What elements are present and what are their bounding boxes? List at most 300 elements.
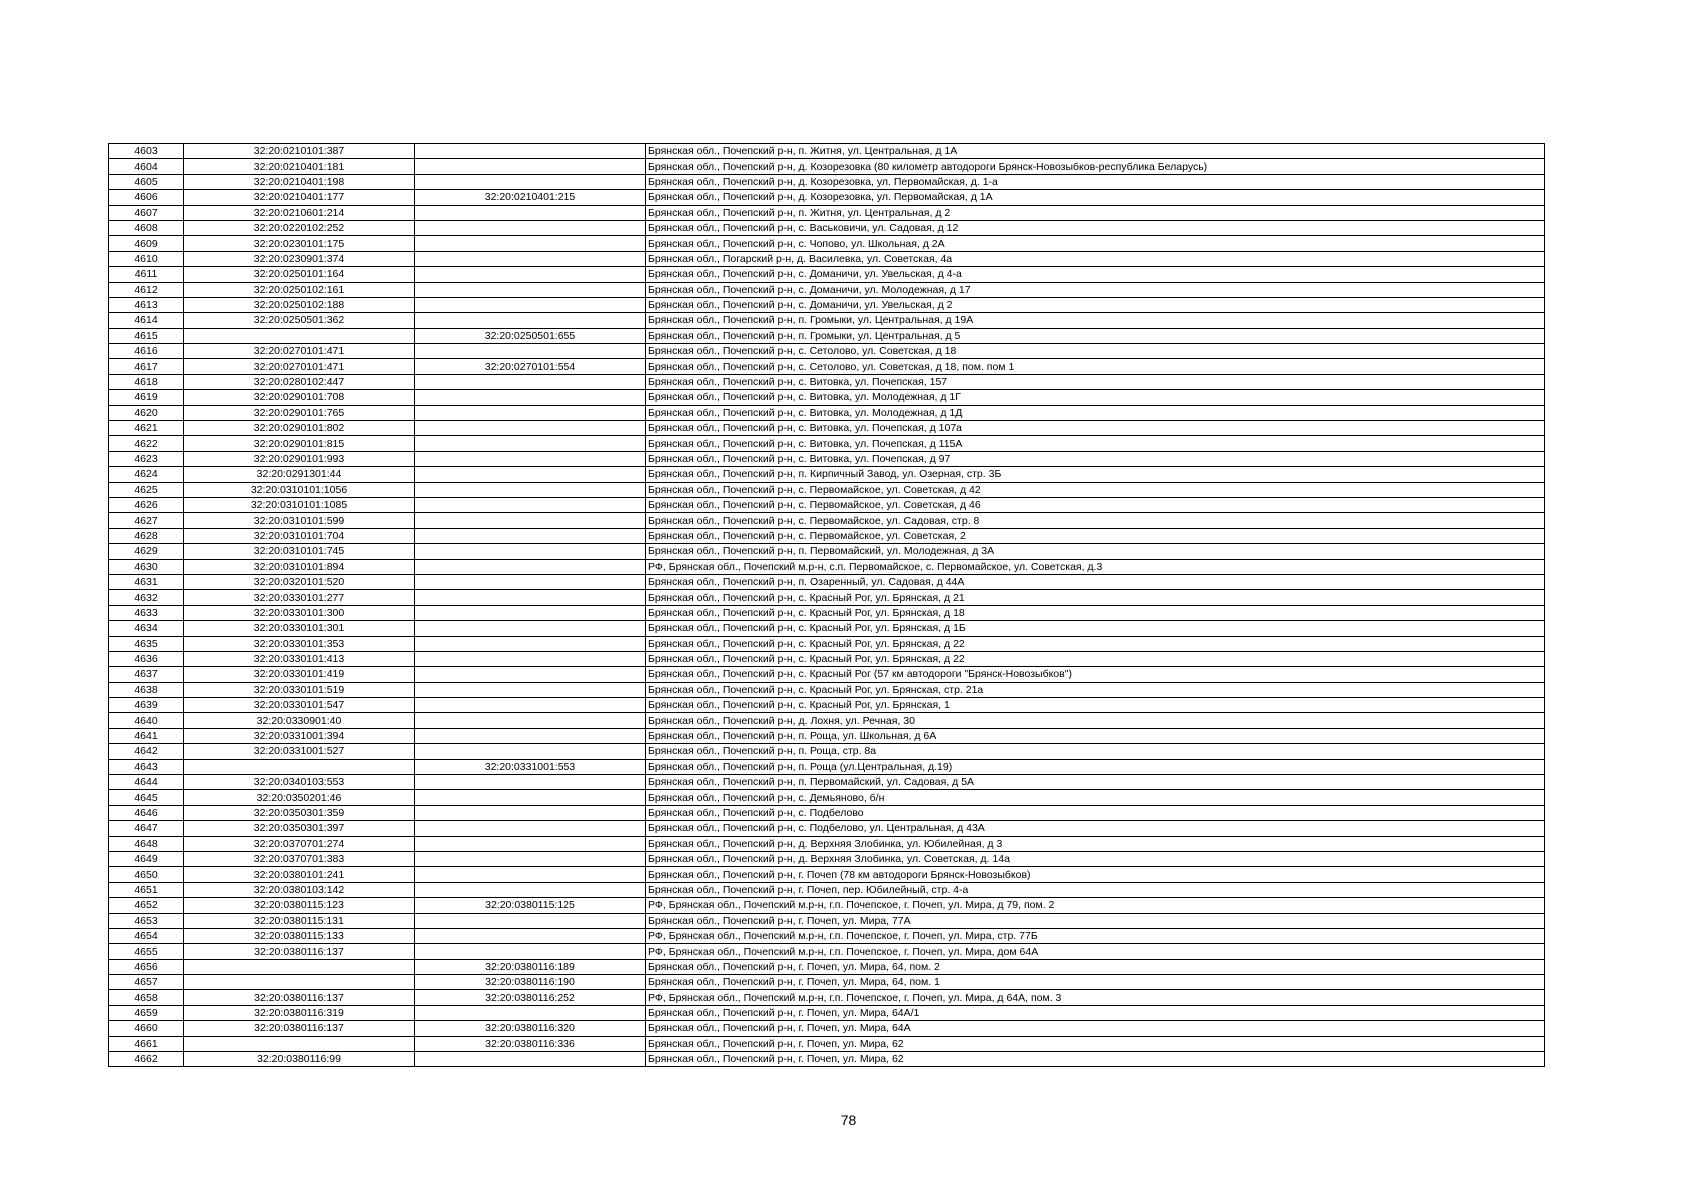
address-cell: Брянская обл., Почепский р-н, с. Доманичи, ул. Молодежная, д 17 [646,282,1545,297]
linked-cadastral-number-cell [415,559,646,574]
cadastral-number-cell: 32:20:0220102:252 [184,220,415,235]
address-cell: Брянская обл., Почепский р-н, д. Верхняя Злобинка, ул. Советская, д. 14а [646,851,1545,866]
linked-cadastral-number-cell [415,1052,646,1067]
table-row [109,836,1545,851]
linked-cadastral-number-cell [415,667,646,682]
row-number-cell: 4654 [109,928,184,943]
address-cell: Брянская обл., Почепский р-н, с. Витовка, ул. Почепская, 157 [646,374,1545,389]
cadastral-number-cell: 32:20:0250101:164 [184,267,415,282]
cadastral-number-cell: 32:20:0330101:353 [184,636,415,651]
address-cell: Брянская обл., Почепский р-н, с. Васьковичи, ул. Садовая, д 12 [646,220,1545,235]
cadastral-number-cell: 32:20:0230101:175 [184,236,415,251]
cadastral-number-cell: 32:20:0330901:40 [184,713,415,728]
address-cell: Брянская обл., Почепский р-н, с. Доманичи, ул. Увельская, д 4-а [646,267,1545,282]
cadastral-number-cell: 32:20:0291301:44 [184,467,415,482]
cadastral-number-cell: 32:20:0330101:547 [184,698,415,713]
table-row [109,1052,1545,1067]
table-row [109,467,1545,482]
linked-cadastral-number-cell: 32:20:0250501:655 [415,328,646,343]
linked-cadastral-number-cell [415,775,646,790]
table-row [109,574,1545,589]
address-cell: Брянская обл., Почепский р-н, п. Первомайский, ул. Садовая, д 5А [646,775,1545,790]
address-cell: РФ, Брянская обл., Почепский м.р-н, г.п. Почепское, г. Почеп, ул. Мира, дом 64А [646,944,1545,959]
cadastral-number-cell [184,975,415,990]
address-cell: Брянская обл., Почепский р-н, с. Красный Рог, ул. Брянская, д 18 [646,605,1545,620]
address-cell: Брянская обл., Почепский р-н, г. Почеп (78 км автодороги Брянск-Новозыбков) [646,867,1545,882]
row-number-cell: 4634 [109,621,184,636]
linked-cadastral-number-cell [415,698,646,713]
cadastral-number-cell: 32:20:0230901:374 [184,251,415,266]
cadastral-number-cell: 32:20:0370701:274 [184,836,415,851]
cadastral-number-cell: 32:20:0290101:802 [184,421,415,436]
row-number-cell: 4639 [109,698,184,713]
address-cell: Брянская обл., Почепский р-н, п. Житня, ул. Центральная, д 1А [646,144,1545,159]
cadastral-number-cell: 32:20:0210401:198 [184,174,415,189]
cadastral-number-cell: 32:20:0380116:319 [184,1005,415,1020]
cadastral-number-cell: 32:20:0310101:704 [184,528,415,543]
table-row [109,990,1545,1005]
linked-cadastral-number-cell [415,236,646,251]
address-cell: Брянская обл., Почепский р-н, с. Подбелово [646,805,1545,820]
table-row [109,790,1545,805]
row-number-cell: 4612 [109,282,184,297]
linked-cadastral-number-cell [415,297,646,312]
linked-cadastral-number-cell: 32:20:0380115:125 [415,898,646,913]
table-row [109,590,1545,605]
cadastral-number-cell: 32:20:0290101:815 [184,436,415,451]
row-number-cell: 4629 [109,544,184,559]
table-row [109,205,1545,220]
row-number-cell: 4611 [109,267,184,282]
linked-cadastral-number-cell [415,205,646,220]
row-number-cell: 4621 [109,421,184,436]
cadastral-number-cell: 32:20:0380101:241 [184,867,415,882]
address-cell: Брянская обл., Почепский р-н, с. Чопово, ул. Школьная, д 2А [646,236,1545,251]
linked-cadastral-number-cell [415,344,646,359]
row-number-cell: 4603 [109,144,184,159]
address-cell: Брянская обл., Почепский р-н, г. Почеп, ул. Мира, 62 [646,1036,1545,1051]
row-number-cell: 4651 [109,882,184,897]
linked-cadastral-number-cell [415,590,646,605]
table-row [109,390,1545,405]
address-cell: Брянская обл., Почепский р-н, п. Кирпичный Завод, ул. Озерная, стр. 3Б [646,467,1545,482]
linked-cadastral-number-cell [415,467,646,482]
table-row [109,821,1545,836]
cadastral-number-cell: 32:20:0350201:46 [184,790,415,805]
linked-cadastral-number-cell [415,636,646,651]
linked-cadastral-number-cell: 32:20:0210401:215 [415,190,646,205]
table-row [109,1005,1545,1020]
cadastral-number-cell [184,1036,415,1051]
linked-cadastral-number-cell [415,267,646,282]
address-cell: Брянская обл., Почепский р-н, с. Красный Рог, ул. Брянская, д 22 [646,636,1545,651]
linked-cadastral-number-cell [415,482,646,497]
address-cell: Брянская обл., Почепский р-н, с. Красный Рог, ул. Брянская, 1 [646,698,1545,713]
linked-cadastral-number-cell [415,282,646,297]
table-row [109,728,1545,743]
table-row [109,621,1545,636]
row-number-cell: 4632 [109,590,184,605]
address-cell: Брянская обл., Почепский р-н, с. Витовка, ул. Молодежная, д 1Г [646,390,1545,405]
row-number-cell: 4636 [109,651,184,666]
linked-cadastral-number-cell [415,251,646,266]
address-cell: РФ, Брянская обл., Почепский м.р-н, г.п. Почепское, г. Почеп, ул. Мира, д 79, пом. 2 [646,898,1545,913]
property-table [108,143,1545,1067]
address-cell: РФ, Брянская обл., Почепский м.р-н, г.п. Почепское, г. Почеп, ул. Мира, стр. 77Б [646,928,1545,943]
cadastral-number-cell: 32:20:0270101:471 [184,344,415,359]
row-number-cell: 4660 [109,1021,184,1036]
table-row [109,359,1545,374]
table-row [109,267,1545,282]
linked-cadastral-number-cell [415,159,646,174]
cadastral-number-cell: 32:20:0330101:413 [184,651,415,666]
row-number-cell: 4656 [109,959,184,974]
cadastral-number-cell: 32:20:0350301:359 [184,805,415,820]
cadastral-number-cell: 32:20:0330101:300 [184,605,415,620]
table-row [109,544,1545,559]
linked-cadastral-number-cell [415,174,646,189]
linked-cadastral-number-cell: 32:20:0380116:190 [415,975,646,990]
linked-cadastral-number-cell [415,421,646,436]
table-row [109,374,1545,389]
linked-cadastral-number-cell [415,528,646,543]
row-number-cell: 4647 [109,821,184,836]
cadastral-number-cell: 32:20:0380115:133 [184,928,415,943]
linked-cadastral-number-cell [415,805,646,820]
address-cell: Брянская обл., Почепский р-н, п. Роща, стр. 8а [646,744,1545,759]
table-row [109,436,1545,451]
address-cell: Брянская обл., Почепский р-н, с. Витовка, ул. Почепская, д 107а [646,421,1545,436]
cadastral-number-cell: 32:20:0250102:161 [184,282,415,297]
table-row [109,775,1545,790]
linked-cadastral-number-cell [415,836,646,851]
cadastral-number-cell: 32:20:0331001:394 [184,728,415,743]
row-number-cell: 4633 [109,605,184,620]
linked-cadastral-number-cell: 32:20:0380116:336 [415,1036,646,1051]
linked-cadastral-number-cell [415,867,646,882]
linked-cadastral-number-cell [415,944,646,959]
row-number-cell: 4618 [109,374,184,389]
linked-cadastral-number-cell [415,497,646,512]
cadastral-number-cell: 32:20:0310101:1085 [184,497,415,512]
table-row [109,405,1545,420]
table-row [109,451,1545,466]
row-number-cell: 4623 [109,451,184,466]
row-number-cell: 4609 [109,236,184,251]
row-number-cell: 4662 [109,1052,184,1067]
row-number-cell: 4615 [109,328,184,343]
address-cell: Брянская обл., Почепский р-н, д. Козорезовка, ул. Первомайская, д 1А [646,190,1545,205]
address-cell: Брянская обл., Почепский р-н, г. Почеп, ул. Мира, 64, пом. 2 [646,959,1545,974]
table-row [109,328,1545,343]
linked-cadastral-number-cell [415,436,646,451]
cadastral-number-cell: 32:20:0280102:447 [184,374,415,389]
linked-cadastral-number-cell [415,928,646,943]
linked-cadastral-number-cell [415,882,646,897]
row-number-cell: 4608 [109,220,184,235]
table-row [109,1021,1545,1036]
linked-cadastral-number-cell [415,144,646,159]
linked-cadastral-number-cell: 32:20:0380116:189 [415,959,646,974]
address-cell: Брянская обл., Почепский р-н, п. Роща, ул. Школьная, д 6А [646,728,1545,743]
cadastral-number-cell: 32:20:0290101:993 [184,451,415,466]
cadastral-number-cell: 32:20:0380115:131 [184,913,415,928]
row-number-cell: 4606 [109,190,184,205]
address-cell: Брянская обл., Почепский р-н, г. Почеп, ул. Мира, 64А [646,1021,1545,1036]
address-cell: Брянская обл., Почепский р-н, с. Доманичи, ул. Увельская, д 2 [646,297,1545,312]
cadastral-number-cell: 32:20:0331001:527 [184,744,415,759]
row-number-cell: 4659 [109,1005,184,1020]
address-cell: Брянская обл., Почепский р-н, с. Красный Рог, ул. Брянская, д 1Б [646,621,1545,636]
address-cell: Брянская обл., Почепский р-н, п. Громыки, ул. Центральная, д 5 [646,328,1545,343]
cadastral-number-cell: 32:20:0340103:553 [184,775,415,790]
cadastral-number-cell: 32:20:0380116:137 [184,990,415,1005]
table-row [109,636,1545,651]
address-cell: Брянская обл., Почепский р-н, д. Козорезовка (80 километр автодороги Брянск-Новозыбков-республика Беларусь) [646,159,1545,174]
linked-cadastral-number-cell [415,913,646,928]
table-row [109,159,1545,174]
row-number-cell: 4625 [109,482,184,497]
cadastral-number-cell: 32:20:0290101:708 [184,390,415,405]
row-number-cell: 4653 [109,913,184,928]
address-cell: Брянская обл., Почепский р-н, п. Роща (ул.Центральная, д.19) [646,759,1545,774]
row-number-cell: 4648 [109,836,184,851]
cadastral-number-cell: 32:20:0330101:519 [184,682,415,697]
linked-cadastral-number-cell [415,790,646,805]
linked-cadastral-number-cell [415,220,646,235]
cadastral-number-cell: 32:20:0270101:471 [184,359,415,374]
linked-cadastral-number-cell: 32:20:0380116:252 [415,990,646,1005]
table-row [109,651,1545,666]
row-number-cell: 4650 [109,867,184,882]
cadastral-number-cell: 32:20:0380116:137 [184,944,415,959]
cadastral-number-cell: 32:20:0330101:277 [184,590,415,605]
address-cell: Брянская обл., Почепский р-н, п. Житня, ул. Центральная, д 2 [646,205,1545,220]
cadastral-number-cell: 32:20:0380103:142 [184,882,415,897]
row-number-cell: 4614 [109,313,184,328]
address-cell: Брянская обл., Почепский р-н, с. Демьяново, б/н [646,790,1545,805]
table-row [109,190,1545,205]
address-cell: Брянская обл., Почепский р-н, с. Первомайское, ул. Советская, д 46 [646,497,1545,512]
row-number-cell: 4641 [109,728,184,743]
cadastral-number-cell: 32:20:0210601:214 [184,205,415,220]
linked-cadastral-number-cell [415,451,646,466]
table-row [109,297,1545,312]
cadastral-number-cell: 32:20:0210101:387 [184,144,415,159]
table-row [109,805,1545,820]
cadastral-number-cell: 32:20:0380115:123 [184,898,415,913]
cadastral-number-cell: 32:20:0210401:177 [184,190,415,205]
cadastral-number-cell: 32:20:0250102:188 [184,297,415,312]
address-cell: Брянская обл., Почепский р-н, с. Витовка, ул. Почепская, д 115А [646,436,1545,451]
table-row [109,744,1545,759]
row-number-cell: 4649 [109,851,184,866]
row-number-cell: 4607 [109,205,184,220]
table-row [109,759,1545,774]
row-number-cell: 4655 [109,944,184,959]
address-cell: Брянская обл., Почепский р-н, с. Первомайское, ул. Советская, д 42 [646,482,1545,497]
linked-cadastral-number-cell [415,821,646,836]
table-row [109,313,1545,328]
table-row [109,236,1545,251]
cadastral-number-cell: 32:20:0350301:397 [184,821,415,836]
row-number-cell: 4645 [109,790,184,805]
row-number-cell: 4631 [109,574,184,589]
cadastral-number-cell [184,328,415,343]
table-row [109,867,1545,882]
linked-cadastral-number-cell [415,513,646,528]
row-number-cell: 4635 [109,636,184,651]
linked-cadastral-number-cell [415,605,646,620]
cadastral-number-cell: 32:20:0320101:520 [184,574,415,589]
address-cell: Брянская обл., Погарский р-н, д. Василевка, ул. Советская, 4а [646,251,1545,266]
linked-cadastral-number-cell [415,405,646,420]
address-cell: Брянская обл., Почепский р-н, с. Красный Рог, ул. Брянская, д 21 [646,590,1545,605]
address-cell: Брянская обл., Почепский р-н, д. Козорезовка, ул. Первомайская, д. 1-а [646,174,1545,189]
row-number-cell: 4652 [109,898,184,913]
row-number-cell: 4620 [109,405,184,420]
linked-cadastral-number-cell [415,851,646,866]
cadastral-number-cell: 32:20:0310101:599 [184,513,415,528]
table-row [109,220,1545,235]
row-number-cell: 4617 [109,359,184,374]
table-row [109,944,1545,959]
linked-cadastral-number-cell [415,713,646,728]
row-number-cell: 4626 [109,497,184,512]
table-row [109,528,1545,543]
linked-cadastral-number-cell [415,1005,646,1020]
table-row [109,667,1545,682]
address-cell: Брянская обл., Почепский р-н, д. Верхняя Злобинка, ул. Юбилейная, д 3 [646,836,1545,851]
address-cell: Брянская обл., Почепский р-н, п. Первомайский, ул. Молодежная, д 3А [646,544,1545,559]
table-row [109,482,1545,497]
table-row [109,559,1545,574]
row-number-cell: 4657 [109,975,184,990]
table-row [109,713,1545,728]
address-cell: Брянская обл., Почепский р-н, с. Красный Рог, ул. Брянская, д 22 [646,651,1545,666]
linked-cadastral-number-cell [415,728,646,743]
address-cell: Брянская обл., Почепский р-н, с. Красный Рог (57 км автодороги "Брянск-Новозыбков") [646,667,1545,682]
cadastral-number-cell: 32:20:0290101:765 [184,405,415,420]
table-row [109,975,1545,990]
address-cell: Брянская обл., Почепский р-н, г. Почеп, ул. Мира, 64, пом. 1 [646,975,1545,990]
linked-cadastral-number-cell: 32:20:0380116:320 [415,1021,646,1036]
cadastral-number-cell: 32:20:0250501:362 [184,313,415,328]
table-row [109,851,1545,866]
cadastral-number-cell: 32:20:0380116:137 [184,1021,415,1036]
linked-cadastral-number-cell [415,574,646,589]
address-cell: Брянская обл., Почепский р-н, п. Озаренный, ул. Садовая, д 44А [646,574,1545,589]
linked-cadastral-number-cell [415,621,646,636]
table-row [109,913,1545,928]
row-number-cell: 4619 [109,390,184,405]
linked-cadastral-number-cell: 32:20:0331001:553 [415,759,646,774]
address-cell: Брянская обл., Почепский р-н, г. Почеп, ул. Мира, 77А [646,913,1545,928]
table-row [109,682,1545,697]
cadastral-number-cell [184,959,415,974]
table-row [109,421,1545,436]
cadastral-number-cell: 32:20:0310101:894 [184,559,415,574]
row-number-cell: 4616 [109,344,184,359]
linked-cadastral-number-cell [415,390,646,405]
row-number-cell: 4630 [109,559,184,574]
row-number-cell: 4646 [109,805,184,820]
row-number-cell: 4640 [109,713,184,728]
table-row [109,898,1545,913]
address-cell: Брянская обл., Почепский р-н, г. Почеп, пер. Юбилейный, стр. 4-а [646,882,1545,897]
address-cell: Брянская обл., Почепский р-н, г. Почеп, ул. Мира, 64А/1 [646,1005,1545,1020]
row-number-cell: 4637 [109,667,184,682]
table-row [109,605,1545,620]
table-row [109,698,1545,713]
cadastral-number-cell: 32:20:0370701:383 [184,851,415,866]
linked-cadastral-number-cell: 32:20:0270101:554 [415,359,646,374]
linked-cadastral-number-cell [415,374,646,389]
cadastral-number-cell: 32:20:0210401:181 [184,159,415,174]
row-number-cell: 4643 [109,759,184,774]
page-number: 78 [840,1112,857,1128]
table-row [109,174,1545,189]
address-cell: Брянская обл., Почепский р-н, д. Лохня, ул. Речная, 30 [646,713,1545,728]
row-number-cell: 4605 [109,174,184,189]
address-cell: Брянская обл., Почепский р-н, с. Первомайское, ул. Садовая, стр. 8 [646,513,1545,528]
table-row [109,144,1545,159]
linked-cadastral-number-cell [415,544,646,559]
table-row [109,251,1545,266]
linked-cadastral-number-cell [415,651,646,666]
cadastral-number-cell: 32:20:0310101:1056 [184,482,415,497]
address-cell: РФ, Брянская обл., Почепский м.р-н, г.п. Почепское, г. Почеп, ул. Мира, д 64А, пом. 3 [646,990,1545,1005]
table-row [109,959,1545,974]
address-cell: Брянская обл., Почепский р-н, г. Почеп, ул. Мира, 62 [646,1052,1545,1067]
row-number-cell: 4642 [109,744,184,759]
linked-cadastral-number-cell [415,744,646,759]
row-number-cell: 4622 [109,436,184,451]
table-row [109,882,1545,897]
address-cell: Брянская обл., Почепский р-н, с. Первомайское, ул. Советская, 2 [646,528,1545,543]
table-row [109,282,1545,297]
row-number-cell: 4638 [109,682,184,697]
linked-cadastral-number-cell [415,313,646,328]
cadastral-number-cell: 32:20:0330101:419 [184,667,415,682]
cadastral-number-cell: 32:20:0330101:301 [184,621,415,636]
property-table-body [109,144,1545,1067]
linked-cadastral-number-cell [415,682,646,697]
table-row [109,1036,1545,1051]
address-cell: Брянская обл., Почепский р-н, с. Сетолово, ул. Советская, д 18 [646,344,1545,359]
row-number-cell: 4658 [109,990,184,1005]
cadastral-number-cell: 32:20:0380116:99 [184,1052,415,1067]
row-number-cell: 4604 [109,159,184,174]
row-number-cell: 4661 [109,1036,184,1051]
address-cell: Брянская обл., Почепский р-н, с. Подбелово, ул. Центральная, д 43А [646,821,1545,836]
address-cell: Брянская обл., Почепский р-н, с. Красный Рог, ул. Брянская, стр. 21а [646,682,1545,697]
row-number-cell: 4624 [109,467,184,482]
cadastral-number-cell: 32:20:0310101:745 [184,544,415,559]
address-cell: РФ, Брянская обл., Почепский м.р-н, с.п. Первомайское, с. Первомайское, ул. Советская, д.3 [646,559,1545,574]
row-number-cell: 4627 [109,513,184,528]
row-number-cell: 4613 [109,297,184,312]
table-row [109,344,1545,359]
address-cell: Брянская обл., Почепский р-н, п. Громыки, ул. Центральная, д 19А [646,313,1545,328]
table-row [109,513,1545,528]
address-cell: Брянская обл., Почепский р-н, с. Витовка, ул. Молодежная, д 1Д [646,405,1545,420]
address-cell: Брянская обл., Почепский р-н, с. Сетолово, ул. Советская, д 18, пом. пом 1 [646,359,1545,374]
table-row [109,928,1545,943]
row-number-cell: 4644 [109,775,184,790]
cadastral-number-cell [184,759,415,774]
row-number-cell: 4628 [109,528,184,543]
